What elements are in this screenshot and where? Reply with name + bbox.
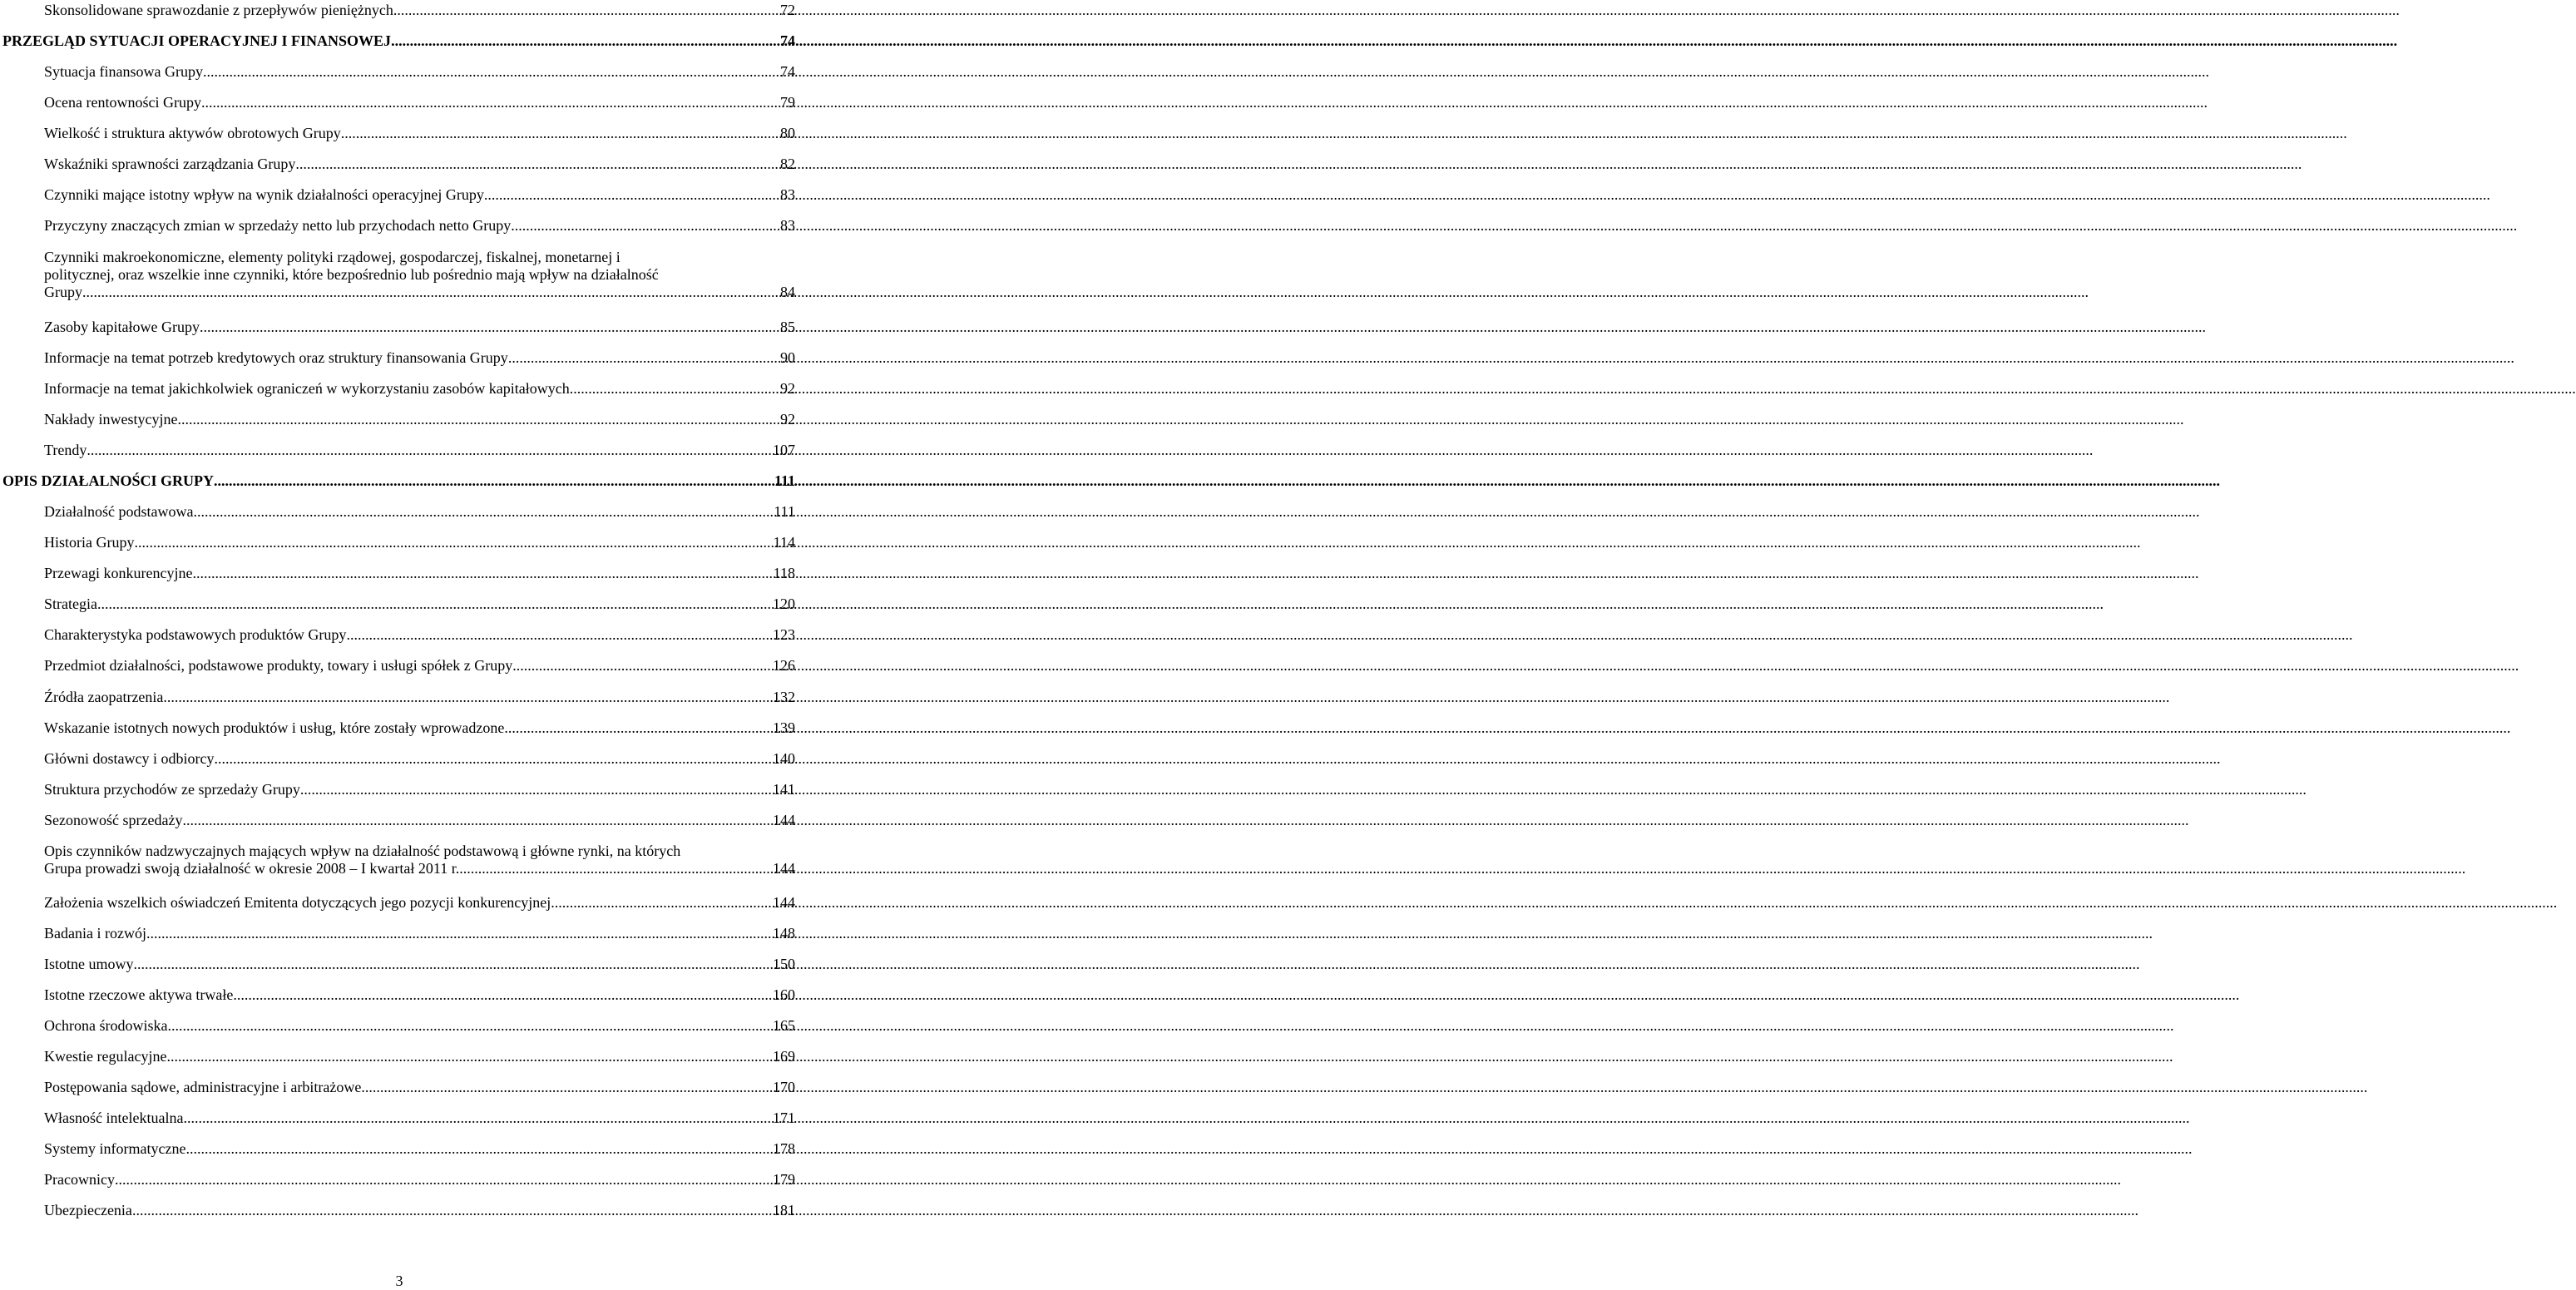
- toc-entry-title: Informacje na temat potrzeb kredytowych oraz struktury finansowania Grupy: [44, 349, 508, 366]
- dot-leader: [214, 472, 774, 490]
- toc-entry[interactable]: [44, 843, 795, 877]
- toc-entry-title: Nakłady inwestycyjne: [44, 411, 178, 428]
- toc-entry-title: Ochrona środowiska: [44, 1017, 168, 1034]
- toc-entry-page: 83: [780, 217, 795, 234]
- toc-entry-title: Grupa prowadzi swoją działalność w okresie 2008 – I kwartał 2011 r.: [44, 860, 460, 877]
- dot-leader: [346, 626, 773, 644]
- toc-entry-page: 114: [773, 534, 795, 551]
- toc-entry[interactable]: [44, 411, 795, 428]
- toc-entry[interactable]: [44, 1079, 795, 1096]
- toc-entry-title: Wskazanie istotnych nowych produktów i usług, które zostały wprowadzone: [44, 719, 505, 736]
- dot-leader: [214, 750, 773, 768]
- toc-entry-page: 171: [773, 1110, 795, 1126]
- toc-entry[interactable]: [44, 1140, 795, 1158]
- toc-entry-page: 84: [780, 284, 795, 300]
- toc-entry-page: 83: [780, 186, 795, 203]
- toc-entry[interactable]: [44, 319, 795, 336]
- toc-entry-page: 144: [773, 812, 795, 828]
- toc-entry[interactable]: [44, 894, 795, 912]
- toc-entry-page: 126: [773, 657, 795, 674]
- toc-entry-line: [44, 781, 795, 798]
- toc-entry-page: 111: [774, 503, 795, 520]
- toc-entry-title: Systemy informatyczne: [44, 1140, 186, 1157]
- dot-leader: [300, 781, 773, 798]
- toc-entry-title: Zasoby kapitałowe Grupy: [44, 319, 200, 335]
- toc-entry-page: 107: [773, 442, 795, 458]
- toc-entry-line: [44, 1140, 795, 1158]
- toc-entry-line: [44, 1048, 795, 1065]
- toc-entry-page: 85: [780, 319, 795, 335]
- toc-entry[interactable]: [44, 565, 795, 582]
- toc-entry-title: Źródła zaopatrzenia: [44, 689, 164, 705]
- toc-entry-line: [44, 2, 795, 19]
- toc-entry-title: Struktura przychodów ze sprzedaży Grupy: [44, 781, 300, 798]
- toc-entry[interactable]: [44, 1202, 795, 1219]
- dot-leader: [183, 1110, 773, 1127]
- toc-entry-title: Wskaźniki sprawności zarządzania Grupy: [44, 156, 296, 172]
- toc-entry-page: 92: [780, 411, 795, 428]
- toc-entry-line: [44, 319, 795, 336]
- dot-leader: [551, 894, 773, 912]
- toc-entry-title-line: Opis czynników nadzwyczajnych mających wpływ na działalność podstawową i główne rynki, na których: [44, 843, 681, 859]
- toc-entry[interactable]: [44, 1171, 795, 1189]
- toc-entry-page: 170: [773, 1079, 795, 1095]
- toc-entry[interactable]: [44, 596, 795, 613]
- toc-entry-line: [44, 156, 795, 173]
- toc-entry-title: PRZEGLĄD SYTUACJI OPERACYJNEJ I FINANSOWEJ: [2, 32, 392, 49]
- toc-entry[interactable]: [44, 812, 795, 829]
- toc-entry[interactable]: [44, 380, 795, 398]
- dot-leader: [341, 125, 780, 142]
- toc-entry-page: 181: [773, 1202, 795, 1218]
- dot-leader: [391, 32, 780, 50]
- toc-entry-title: Istotne rzeczowe aktywa trwałe: [44, 986, 234, 1003]
- toc-entry-line: [44, 812, 795, 829]
- toc-entry-line: [44, 689, 795, 706]
- toc-entry-title: Przyczyny znaczących zmian w sprzedaży netto lub przychodach netto Grupy: [44, 217, 512, 234]
- toc-entry-title: Ocena rentowności Grupy: [44, 94, 201, 111]
- dot-leader: [570, 380, 780, 398]
- toc-entry-line: [44, 503, 795, 521]
- toc-entry[interactable]: [44, 1048, 795, 1065]
- toc-entry-line: [44, 719, 795, 737]
- toc-entry-page: 150: [773, 956, 795, 972]
- toc-entry-line: [44, 186, 795, 204]
- toc-entry[interactable]: [44, 689, 795, 706]
- toc-entry-title: Działalność podstawowa: [44, 503, 194, 520]
- toc-entry-line: [44, 217, 795, 235]
- toc-entry[interactable]: [44, 217, 795, 235]
- toc-entry-page: 123: [773, 626, 795, 643]
- toc-entry-page: 139: [773, 719, 795, 736]
- toc-entry[interactable]: [44, 125, 795, 142]
- toc-entry[interactable]: [44, 63, 795, 81]
- toc-entry-page: 72: [780, 2, 795, 18]
- toc-entry-line: [44, 596, 795, 613]
- toc-entry-page: 82: [780, 156, 795, 172]
- toc-entry-line: [44, 925, 795, 942]
- dot-leader: [504, 719, 773, 737]
- toc-entry-page: 169: [773, 1048, 795, 1065]
- toc-entry-line: [44, 534, 795, 551]
- toc-entry-title: Grupy: [44, 284, 82, 300]
- toc-entry-page: 92: [780, 380, 795, 397]
- dot-leader: [166, 1048, 773, 1065]
- dot-leader: [512, 657, 773, 675]
- toc-entry-title: Kwestie regulacyjne: [44, 1048, 167, 1065]
- toc-entry-title: Przedmiot działalności, podstawowe produkty, towary i usługi spółek z Grupy: [44, 657, 513, 674]
- toc-entry-page: 178: [773, 1140, 795, 1157]
- toc-entry-line: [44, 860, 795, 877]
- dot-leader: [511, 217, 780, 235]
- page-number: 3: [395, 1273, 403, 1289]
- dot-leader: [484, 186, 780, 204]
- toc-entry-line: [44, 63, 795, 81]
- toc-entry-line: [44, 1079, 795, 1096]
- toc-entry-line: [44, 1171, 795, 1189]
- toc-entry-line: [44, 125, 795, 142]
- toc-entry-line: [44, 626, 795, 644]
- toc-entry-title: Wielkość i struktura aktywów obrotowych Grupy: [44, 125, 341, 141]
- toc-entry-title-line: Czynniki makroekonomiczne, elementy polityki rządowej, gospodarczej, fiskalnej, monetarnej i: [44, 249, 621, 265]
- toc-entry[interactable]: [44, 750, 795, 768]
- toc-entry-title: Strategia: [44, 596, 97, 612]
- toc-entry-line: [2, 472, 795, 490]
- dot-leader: [97, 596, 773, 613]
- dot-leader: [163, 689, 773, 706]
- toc-entry[interactable]: [44, 1017, 795, 1035]
- toc-entry-title: Historia Grupy: [44, 534, 135, 551]
- toc-entry-page: 74: [780, 63, 795, 80]
- toc-entry-title: Istotne umowy: [44, 956, 134, 972]
- dot-leader: [167, 1017, 773, 1035]
- toc-entry[interactable]: [44, 249, 795, 301]
- toc-entry[interactable]: [44, 925, 795, 942]
- dot-leader: [177, 411, 780, 428]
- dot-leader: [115, 1171, 773, 1189]
- dot-leader: [82, 284, 780, 301]
- toc-entry[interactable]: [44, 442, 795, 459]
- toc-entry[interactable]: [44, 2, 795, 19]
- toc-entry-page: 179: [773, 1171, 795, 1188]
- toc-section-heading[interactable]: [2, 32, 795, 50]
- dot-leader: [192, 565, 773, 582]
- toc-entry-page: 90: [780, 349, 795, 366]
- toc-entry-title: Charakterystyka podstawowych produktów Grupy: [44, 626, 347, 643]
- toc-entry-title: OPIS DZIAŁALNOŚCI GRUPY: [2, 472, 215, 489]
- toc-entry-line: [44, 442, 795, 459]
- toc-entry-line: [44, 565, 795, 582]
- toc-entry-line: [44, 750, 795, 768]
- toc-entry-line: [44, 94, 795, 111]
- toc-entry[interactable]: [44, 781, 795, 798]
- dot-leader: [134, 956, 774, 973]
- toc-entry-title: Sezonowość sprzedaży: [44, 812, 183, 828]
- toc-entry-page: 79: [780, 94, 795, 111]
- dot-leader: [459, 860, 773, 877]
- toc-entry-page: 165: [773, 1017, 795, 1034]
- toc-entry-line: [44, 986, 795, 1004]
- toc-entry-page: 132: [773, 689, 795, 705]
- toc-entry-title: Ubezpieczenia: [44, 1202, 132, 1218]
- toc-entry-title: Informacje na temat jakichkolwiek ograniczeń w wykorzystaniu zasobów kapitałowych: [44, 380, 570, 397]
- dot-leader: [193, 503, 774, 521]
- toc-entry[interactable]: [44, 719, 795, 737]
- toc-entry-title: Przewagi konkurencyjne: [44, 565, 193, 581]
- toc-entry-line: [44, 349, 795, 367]
- dot-leader: [508, 349, 780, 367]
- toc-entry-page: 74: [780, 32, 795, 49]
- toc-entry-line: [44, 894, 795, 912]
- toc-entry-title: Sytuacja finansowa Grupy: [44, 63, 203, 80]
- toc-entry-line: [44, 380, 795, 398]
- toc-entry[interactable]: [44, 1110, 795, 1127]
- toc-entry[interactable]: [44, 956, 795, 973]
- toc-entry[interactable]: [44, 986, 795, 1004]
- toc-entry-page: 141: [773, 781, 795, 798]
- toc-entry-page: 160: [773, 986, 795, 1003]
- toc-entry-title: Czynniki mające istotny wpływ na wynik działalności operacyjnej Grupy: [44, 186, 484, 203]
- toc-entry-title-line: politycznej, oraz wszelkie inne czynniki, które bezpośrednio lub pośrednio mają wpływ na działalność: [44, 266, 659, 283]
- toc-entry-title: Postępowania sądowe, administracyjne i arbitrażowe: [44, 1079, 362, 1095]
- toc-section-heading[interactable]: [2, 472, 795, 490]
- dot-leader: [87, 442, 773, 459]
- dot-leader: [185, 1140, 773, 1158]
- toc-entry-line: [44, 1202, 795, 1219]
- toc-entry-line: [44, 411, 795, 428]
- dot-leader: [182, 812, 773, 829]
- toc-entry[interactable]: [44, 626, 795, 644]
- toc-entry-page: 140: [773, 750, 795, 767]
- dot-leader: [393, 2, 780, 19]
- toc-entry[interactable]: [44, 94, 795, 111]
- toc-entry-title: Własność intelektualna: [44, 1110, 184, 1126]
- toc-entry[interactable]: [44, 186, 795, 204]
- toc-entry-title: Pracownicy: [44, 1171, 115, 1188]
- dot-leader: [295, 156, 780, 173]
- toc-entry-line: [44, 1017, 795, 1035]
- toc-entry-page: 148: [773, 925, 795, 942]
- toc-entry[interactable]: [44, 503, 795, 521]
- dot-leader: [146, 925, 773, 942]
- toc-entry-line: [44, 657, 795, 675]
- toc-entry-page: 144: [773, 894, 795, 911]
- toc-entry-page: 80: [780, 125, 795, 141]
- toc-entry-page: 111: [774, 472, 795, 489]
- toc-entry-title: Trendy: [44, 442, 87, 458]
- dot-leader: [361, 1079, 773, 1096]
- dot-leader: [201, 94, 780, 111]
- dot-leader: [200, 319, 780, 336]
- toc-entry-line: [44, 284, 795, 301]
- toc-entry[interactable]: [44, 534, 795, 551]
- dot-leader: [134, 534, 773, 551]
- toc-entry[interactable]: [44, 156, 795, 173]
- toc-entry-line: [44, 1110, 795, 1127]
- toc-entry-line: [2, 32, 795, 50]
- toc-entry-title: Skonsolidowane sprawozdanie z przepływów pieniężnych: [44, 2, 393, 18]
- dot-leader: [203, 63, 780, 81]
- toc-entry[interactable]: [44, 657, 795, 675]
- toc-entry-page: 144: [773, 860, 795, 877]
- toc-entry-title: Badania i rozwój: [44, 925, 146, 942]
- toc-entry-page: 120: [773, 596, 795, 612]
- toc-entry-title: Założenia wszelkich oświadczeń Emitenta dotyczących jego pozycji konkurencyjnej: [44, 894, 551, 911]
- dot-leader: [233, 986, 773, 1004]
- toc-entry-title: Główni dostawcy i odbiorcy: [44, 750, 215, 767]
- dot-leader: [132, 1202, 773, 1219]
- toc-entry[interactable]: [44, 349, 795, 367]
- toc-entry-page: 118: [773, 565, 795, 581]
- toc-entry-line: [44, 956, 795, 973]
